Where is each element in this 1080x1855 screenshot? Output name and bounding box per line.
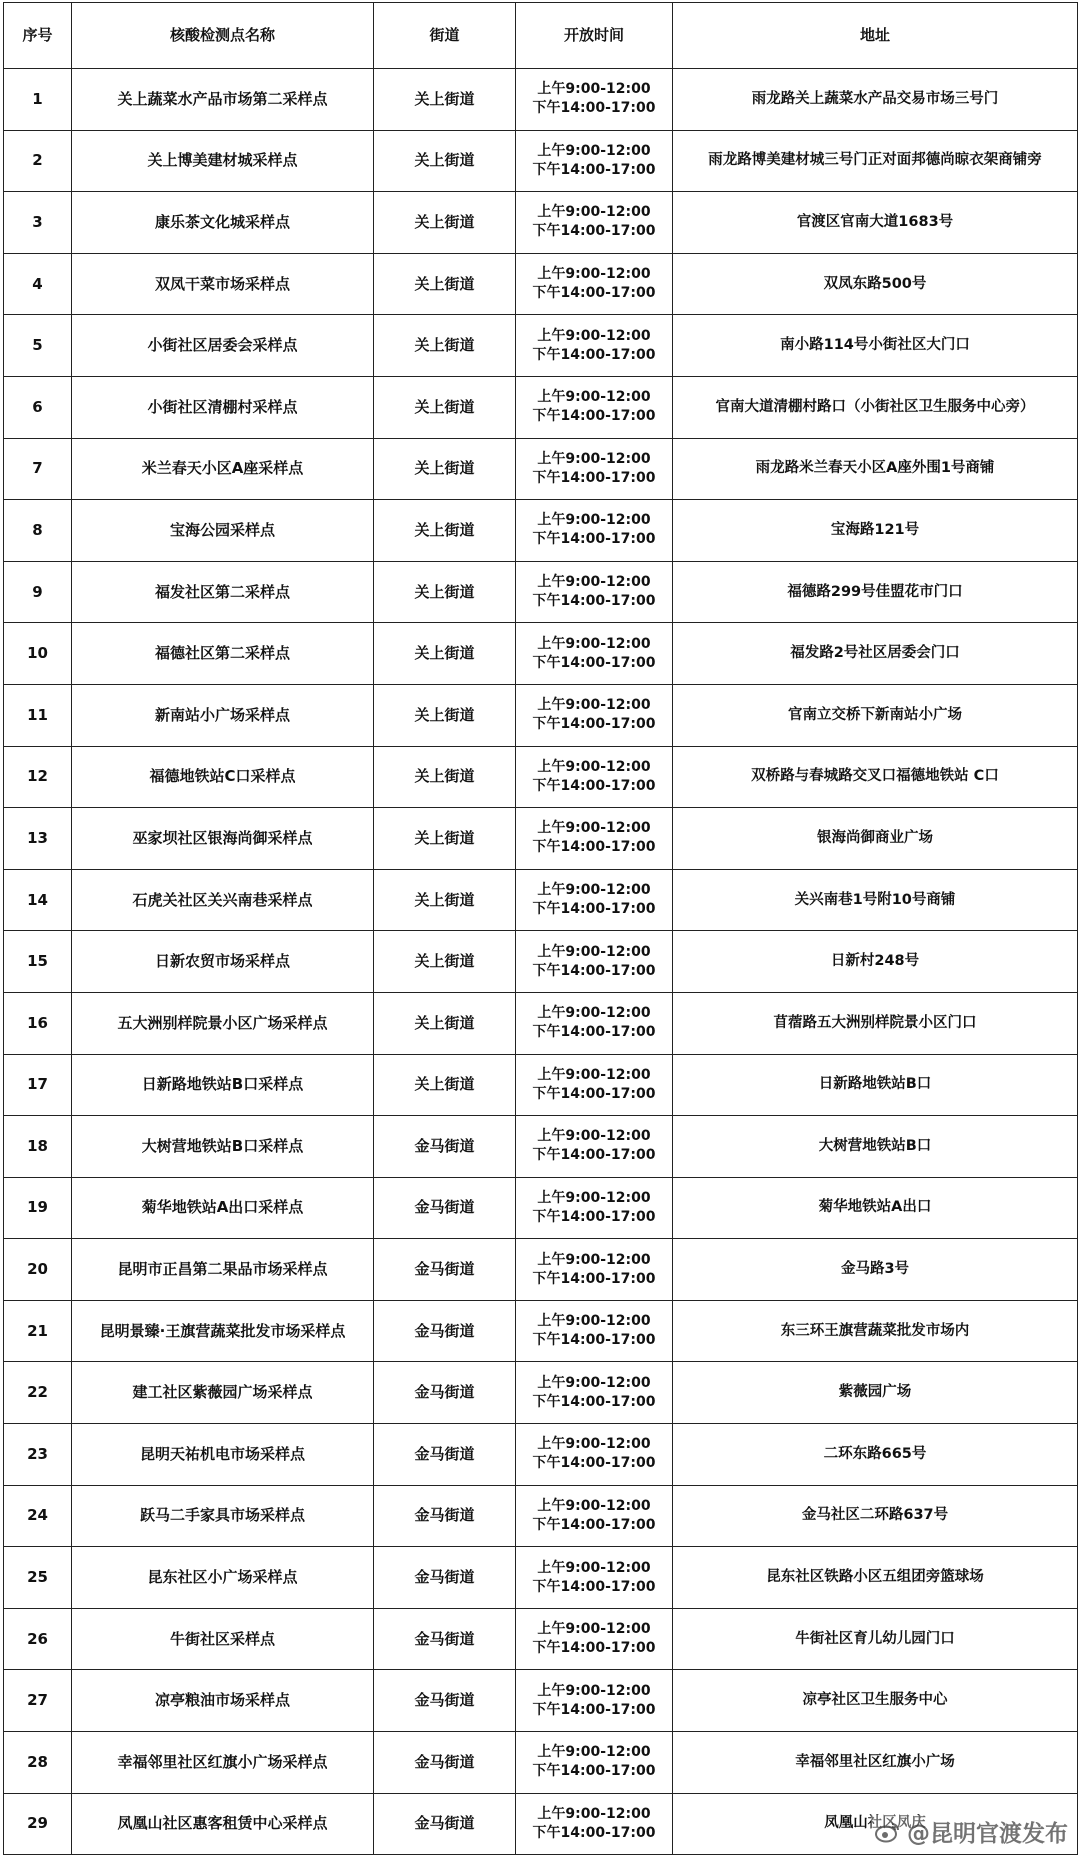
- cell-street: 金马街道: [374, 1116, 516, 1178]
- cell-no: 14: [4, 869, 72, 931]
- table-row: [4, 315, 1078, 377]
- hours-am: 上午9:00-12:00: [537, 1682, 651, 1699]
- hours-pm: 下午14:00-17:00: [532, 1208, 656, 1225]
- hours-am: 上午9:00-12:00: [537, 574, 651, 591]
- cell-no: 9: [4, 561, 72, 623]
- hours-pm: 下午14:00-17:00: [532, 346, 656, 363]
- testing-sites-table: [3, 2, 1078, 1855]
- cell-no: 12: [4, 746, 72, 808]
- cell-name: 关上博美建材城采样点: [72, 130, 374, 192]
- cell-name: 日新农贸市场采样点: [72, 931, 374, 993]
- cell-address: 菊华地铁站A出口: [673, 1177, 1078, 1239]
- table-row: [4, 869, 1078, 931]
- cell-name: 五大洲别样院景小区广场采样点: [72, 992, 374, 1054]
- cell-name: 宝海公园采样点: [72, 500, 374, 562]
- cell-hours: [516, 500, 673, 562]
- cell-no: 19: [4, 1177, 72, 1239]
- hours-pm: 下午14:00-17:00: [532, 1763, 656, 1780]
- hours-am: 上午9:00-12:00: [537, 1374, 651, 1391]
- cell-address: 福发路2号社区居委会门口: [673, 623, 1078, 685]
- cell-hours: [516, 1362, 673, 1424]
- cell-hours: [516, 376, 673, 438]
- cell-street: 关上街道: [374, 869, 516, 931]
- cell-address: 二环东路665号: [673, 1424, 1078, 1486]
- cell-name: 昆明景臻·王旗营蔬菜批发市场采样点: [72, 1300, 374, 1362]
- table-row: [4, 1732, 1078, 1794]
- cell-street: 关上街道: [374, 746, 516, 808]
- table-row: [4, 684, 1078, 746]
- hours-pm: 下午14:00-17:00: [532, 839, 656, 856]
- hours-pm: 下午14:00-17:00: [532, 901, 656, 918]
- cell-no: 26: [4, 1608, 72, 1670]
- hours-pm: 下午14:00-17:00: [532, 962, 656, 979]
- hours-am: 上午9:00-12:00: [537, 943, 651, 960]
- hours-pm: 下午14:00-17:00: [532, 161, 656, 178]
- cell-hours: [516, 1177, 673, 1239]
- hours-am: 上午9:00-12:00: [537, 635, 651, 652]
- cell-street: 关上街道: [374, 376, 516, 438]
- cell-name: 米兰春天小区A座采样点: [72, 438, 374, 500]
- cell-street: 金马街道: [374, 1300, 516, 1362]
- cell-address: 雨龙路米兰春天小区A座外围1号商铺: [673, 438, 1078, 500]
- hours-am: 上午9:00-12:00: [537, 697, 651, 714]
- table-row: [4, 376, 1078, 438]
- header-street: 街道: [374, 3, 516, 69]
- cell-street: 关上街道: [374, 1054, 516, 1116]
- cell-no: 16: [4, 992, 72, 1054]
- hours-pm: 下午14:00-17:00: [532, 1024, 656, 1041]
- cell-address: 官渡区官南大道1683号: [673, 192, 1078, 254]
- table-row: [4, 1300, 1078, 1362]
- hours-pm: 下午14:00-17:00: [532, 593, 656, 610]
- cell-address: 金马路3号: [673, 1239, 1078, 1301]
- table-row: [4, 561, 1078, 623]
- cell-no: 18: [4, 1116, 72, 1178]
- hours-pm: 下午14:00-17:00: [532, 1578, 656, 1595]
- cell-name: 牛街社区采样点: [72, 1608, 374, 1670]
- table-row: [4, 808, 1078, 870]
- watermark: [871, 1815, 1072, 1848]
- cell-street: 关上街道: [374, 130, 516, 192]
- table-row: [4, 1362, 1078, 1424]
- cell-name: 昆东社区小广场采样点: [72, 1547, 374, 1609]
- cell-street: 关上街道: [374, 315, 516, 377]
- cell-hours: [516, 1793, 673, 1855]
- cell-name: 菊华地铁站A出口采样点: [72, 1177, 374, 1239]
- header-no: 序号: [4, 3, 72, 69]
- hours-pm: 下午14:00-17:00: [532, 223, 656, 240]
- cell-address: 日新村248号: [673, 931, 1078, 993]
- table-row: [4, 1608, 1078, 1670]
- table-row: [4, 931, 1078, 993]
- cell-no: 6: [4, 376, 72, 438]
- header-row: [4, 3, 1078, 69]
- hours-pm: 下午14:00-17:00: [532, 1824, 656, 1841]
- cell-address: 日新路地铁站B口: [673, 1054, 1078, 1116]
- hours-pm: 下午14:00-17:00: [532, 469, 656, 486]
- cell-hours: [516, 992, 673, 1054]
- cell-hours: [516, 931, 673, 993]
- cell-no: 21: [4, 1300, 72, 1362]
- cell-no: 24: [4, 1485, 72, 1547]
- table-row: [4, 746, 1078, 808]
- cell-address: 雨龙路关上蔬菜水产品交易市场三号门: [673, 69, 1078, 131]
- table-row: [4, 1547, 1078, 1609]
- cell-street: 金马街道: [374, 1485, 516, 1547]
- hours-am: 上午9:00-12:00: [537, 1805, 651, 1822]
- cell-hours: [516, 808, 673, 870]
- cell-name: 幸福邻里社区红旗小广场采样点: [72, 1732, 374, 1794]
- cell-address: 凉亭社区卫生服务中心: [673, 1670, 1078, 1732]
- cell-address: 双凤东路500号: [673, 253, 1078, 315]
- cell-no: 25: [4, 1547, 72, 1609]
- cell-name: 双凤干菜市场采样点: [72, 253, 374, 315]
- cell-no: 27: [4, 1670, 72, 1732]
- table-row: [4, 500, 1078, 562]
- cell-hours: [516, 1116, 673, 1178]
- cell-address: 南小路114号小街社区大门口: [673, 315, 1078, 377]
- cell-no: 28: [4, 1732, 72, 1794]
- hours-am: 上午9:00-12:00: [537, 882, 651, 899]
- cell-hours: [516, 1547, 673, 1609]
- cell-street: 金马街道: [374, 1362, 516, 1424]
- cell-street: 关上街道: [374, 500, 516, 562]
- cell-name: 福德社区第二采样点: [72, 623, 374, 685]
- cell-address: 官南大道清棚村路口（小街社区卫生服务中心旁）: [673, 376, 1078, 438]
- cell-name: 建工社区紫薇园广场采样点: [72, 1362, 374, 1424]
- cell-name: 凉亭粮油市场采样点: [72, 1670, 374, 1732]
- hours-am: 上午9:00-12:00: [537, 512, 651, 529]
- cell-no: 3: [4, 192, 72, 254]
- cell-name: 关上蔬菜水产品市场第二采样点: [72, 69, 374, 131]
- cell-address: 金马社区二环路637号: [673, 1485, 1078, 1547]
- cell-name: 大树营地铁站B口采样点: [72, 1116, 374, 1178]
- cell-address: 苜蓿路五大洲别样院景小区门口: [673, 992, 1078, 1054]
- cell-hours: [516, 1670, 673, 1732]
- table-row: [4, 130, 1078, 192]
- cell-no: 23: [4, 1424, 72, 1486]
- hours-pm: 下午14:00-17:00: [532, 716, 656, 733]
- cell-hours: [516, 253, 673, 315]
- cell-name: 昆明天祐机电市场采样点: [72, 1424, 374, 1486]
- hours-pm: 下午14:00-17:00: [532, 285, 656, 302]
- cell-name: 跃马二手家具市场采样点: [72, 1485, 374, 1547]
- cell-street: 关上街道: [374, 931, 516, 993]
- cell-no: 5: [4, 315, 72, 377]
- table-row: [4, 69, 1078, 131]
- hours-am: 上午9:00-12:00: [537, 327, 651, 344]
- table-row: [4, 192, 1078, 254]
- cell-address: 紫薇园广场: [673, 1362, 1078, 1424]
- hours-pm: 下午14:00-17:00: [532, 1640, 656, 1657]
- cell-name: 新南站小广场采样点: [72, 684, 374, 746]
- hours-pm: 下午14:00-17:00: [532, 408, 656, 425]
- cell-street: 关上街道: [374, 192, 516, 254]
- cell-address: 银海尚御商业广场: [673, 808, 1078, 870]
- cell-no: 7: [4, 438, 72, 500]
- hours-am: 上午9:00-12:00: [537, 81, 651, 98]
- cell-address: 东三环王旗营蔬菜批发市场内: [673, 1300, 1078, 1362]
- table-row: [4, 1424, 1078, 1486]
- watermark-text: @昆明官渡发布: [907, 1821, 1068, 1847]
- cell-address: 官南立交桥下新南站小广场: [673, 684, 1078, 746]
- hours-pm: 下午14:00-17:00: [532, 1147, 656, 1164]
- cell-name: 凤凰山社区惠客租赁中心采样点: [72, 1793, 374, 1855]
- cell-hours: [516, 192, 673, 254]
- cell-name: 石虎关社区关兴南巷采样点: [72, 869, 374, 931]
- cell-no: 13: [4, 808, 72, 870]
- header-name: 核酸检测点名称: [72, 3, 374, 69]
- hours-am: 上午9:00-12:00: [537, 1497, 651, 1514]
- hours-am: 上午9:00-12:00: [537, 142, 651, 159]
- hours-am: 上午9:00-12:00: [537, 1744, 651, 1761]
- hours-am: 上午9:00-12:00: [537, 820, 651, 837]
- hours-pm: 下午14:00-17:00: [532, 1085, 656, 1102]
- cell-no: 11: [4, 684, 72, 746]
- cell-hours: [516, 1239, 673, 1301]
- hours-am: 上午9:00-12:00: [537, 1436, 651, 1453]
- cell-hours: [516, 315, 673, 377]
- table-row: [4, 1239, 1078, 1301]
- cell-address: 双桥路与春城路交叉口福德地铁站 C口: [673, 746, 1078, 808]
- cell-no: 20: [4, 1239, 72, 1301]
- cell-no: 29: [4, 1793, 72, 1855]
- table-row: [4, 253, 1078, 315]
- hours-pm: 下午14:00-17:00: [532, 531, 656, 548]
- cell-hours: [516, 684, 673, 746]
- cell-name: 小街社区清棚村采样点: [72, 376, 374, 438]
- cell-name: 昆明市正昌第二果品市场采样点: [72, 1239, 374, 1301]
- cell-address: 关兴南巷1号附10号商铺: [673, 869, 1078, 931]
- hours-pm: 下午14:00-17:00: [532, 777, 656, 794]
- cell-no: 4: [4, 253, 72, 315]
- cell-address: 昆东社区铁路小区五组团旁篮球场: [673, 1547, 1078, 1609]
- cell-street: 金马街道: [374, 1793, 516, 1855]
- hours-pm: 下午14:00-17:00: [532, 1455, 656, 1472]
- table-row: [4, 623, 1078, 685]
- cell-address: 幸福邻里社区红旗小广场: [673, 1732, 1078, 1794]
- hours-am: 上午9:00-12:00: [537, 758, 651, 775]
- hours-am: 上午9:00-12:00: [537, 1251, 651, 1268]
- cell-name: 康乐茶文化城采样点: [72, 192, 374, 254]
- cell-street: 关上街道: [374, 684, 516, 746]
- header-hours: 开放时间: [516, 3, 673, 69]
- cell-address: 雨龙路博美建材城三号门正对面邦德尚晾衣架商铺旁: [673, 130, 1078, 192]
- cell-address: 凤凰山社区凤庆: [673, 1793, 1078, 1855]
- hours-am: 上午9:00-12:00: [537, 1559, 651, 1576]
- hours-pm: 下午14:00-17:00: [532, 100, 656, 117]
- cell-name: 福德地铁站C口采样点: [72, 746, 374, 808]
- cell-street: 关上街道: [374, 253, 516, 315]
- cell-no: 2: [4, 130, 72, 192]
- hours-pm: 下午14:00-17:00: [532, 654, 656, 671]
- cell-street: 关上街道: [374, 808, 516, 870]
- cell-address: 大树营地铁站B口: [673, 1116, 1078, 1178]
- cell-hours: [516, 1424, 673, 1486]
- cell-address: 宝海路121号: [673, 500, 1078, 562]
- table-row: [4, 992, 1078, 1054]
- hours-am: 上午9:00-12:00: [537, 1066, 651, 1083]
- cell-hours: [516, 438, 673, 500]
- cell-hours: [516, 1300, 673, 1362]
- hours-pm: 下午14:00-17:00: [532, 1270, 656, 1287]
- hours-am: 上午9:00-12:00: [537, 266, 651, 283]
- header-address: 地址: [673, 3, 1078, 69]
- cell-name: 福发社区第二采样点: [72, 561, 374, 623]
- cell-hours: [516, 623, 673, 685]
- hours-pm: 下午14:00-17:00: [532, 1332, 656, 1349]
- hours-am: 上午9:00-12:00: [537, 450, 651, 467]
- cell-address: 牛街社区育儿幼儿园门口: [673, 1608, 1078, 1670]
- table-row: [4, 438, 1078, 500]
- weibo-icon: [875, 1821, 901, 1843]
- cell-hours: [516, 1485, 673, 1547]
- table-row: [4, 1670, 1078, 1732]
- cell-hours: [516, 1732, 673, 1794]
- table-body: [4, 69, 1078, 1855]
- table-row: [4, 1177, 1078, 1239]
- cell-hours: [516, 69, 673, 131]
- hours-pm: 下午14:00-17:00: [532, 1701, 656, 1718]
- table-row: [4, 1485, 1078, 1547]
- cell-street: 金马街道: [374, 1670, 516, 1732]
- cell-hours: [516, 130, 673, 192]
- cell-hours: [516, 746, 673, 808]
- cell-address: 福德路299号佳盟花市门口: [673, 561, 1078, 623]
- cell-no: 8: [4, 500, 72, 562]
- cell-street: 金马街道: [374, 1547, 516, 1609]
- cell-street: 金马街道: [374, 1424, 516, 1486]
- cell-street: 金马街道: [374, 1177, 516, 1239]
- table-row: [4, 1116, 1078, 1178]
- cell-street: 关上街道: [374, 438, 516, 500]
- hours-pm: 下午14:00-17:00: [532, 1516, 656, 1533]
- cell-street: 关上街道: [374, 992, 516, 1054]
- hours-am: 上午9:00-12:00: [537, 1621, 651, 1638]
- hours-pm: 下午14:00-17:00: [532, 1393, 656, 1410]
- cell-no: 10: [4, 623, 72, 685]
- cell-street: 关上街道: [374, 69, 516, 131]
- cell-no: 22: [4, 1362, 72, 1424]
- cell-no: 15: [4, 931, 72, 993]
- hours-am: 上午9:00-12:00: [537, 204, 651, 221]
- hours-am: 上午9:00-12:00: [537, 1313, 651, 1330]
- cell-name: 小街社区居委会采样点: [72, 315, 374, 377]
- cell-name: 巫家坝社区银海尚御采样点: [72, 808, 374, 870]
- table-row: [4, 1054, 1078, 1116]
- cell-hours: [516, 1054, 673, 1116]
- cell-street: 关上街道: [374, 561, 516, 623]
- cell-street: 金马街道: [374, 1732, 516, 1794]
- cell-name: 日新路地铁站B口采样点: [72, 1054, 374, 1116]
- hours-am: 上午9:00-12:00: [537, 389, 651, 406]
- cell-hours: [516, 869, 673, 931]
- cell-no: 17: [4, 1054, 72, 1116]
- cell-hours: [516, 561, 673, 623]
- cell-street: 关上街道: [374, 623, 516, 685]
- hours-am: 上午9:00-12:00: [537, 1189, 651, 1206]
- cell-street: 金马街道: [374, 1239, 516, 1301]
- cell-no: 1: [4, 69, 72, 131]
- cell-street: 金马街道: [374, 1608, 516, 1670]
- cell-hours: [516, 1608, 673, 1670]
- hours-am: 上午9:00-12:00: [537, 1128, 651, 1145]
- hours-am: 上午9:00-12:00: [537, 1005, 651, 1022]
